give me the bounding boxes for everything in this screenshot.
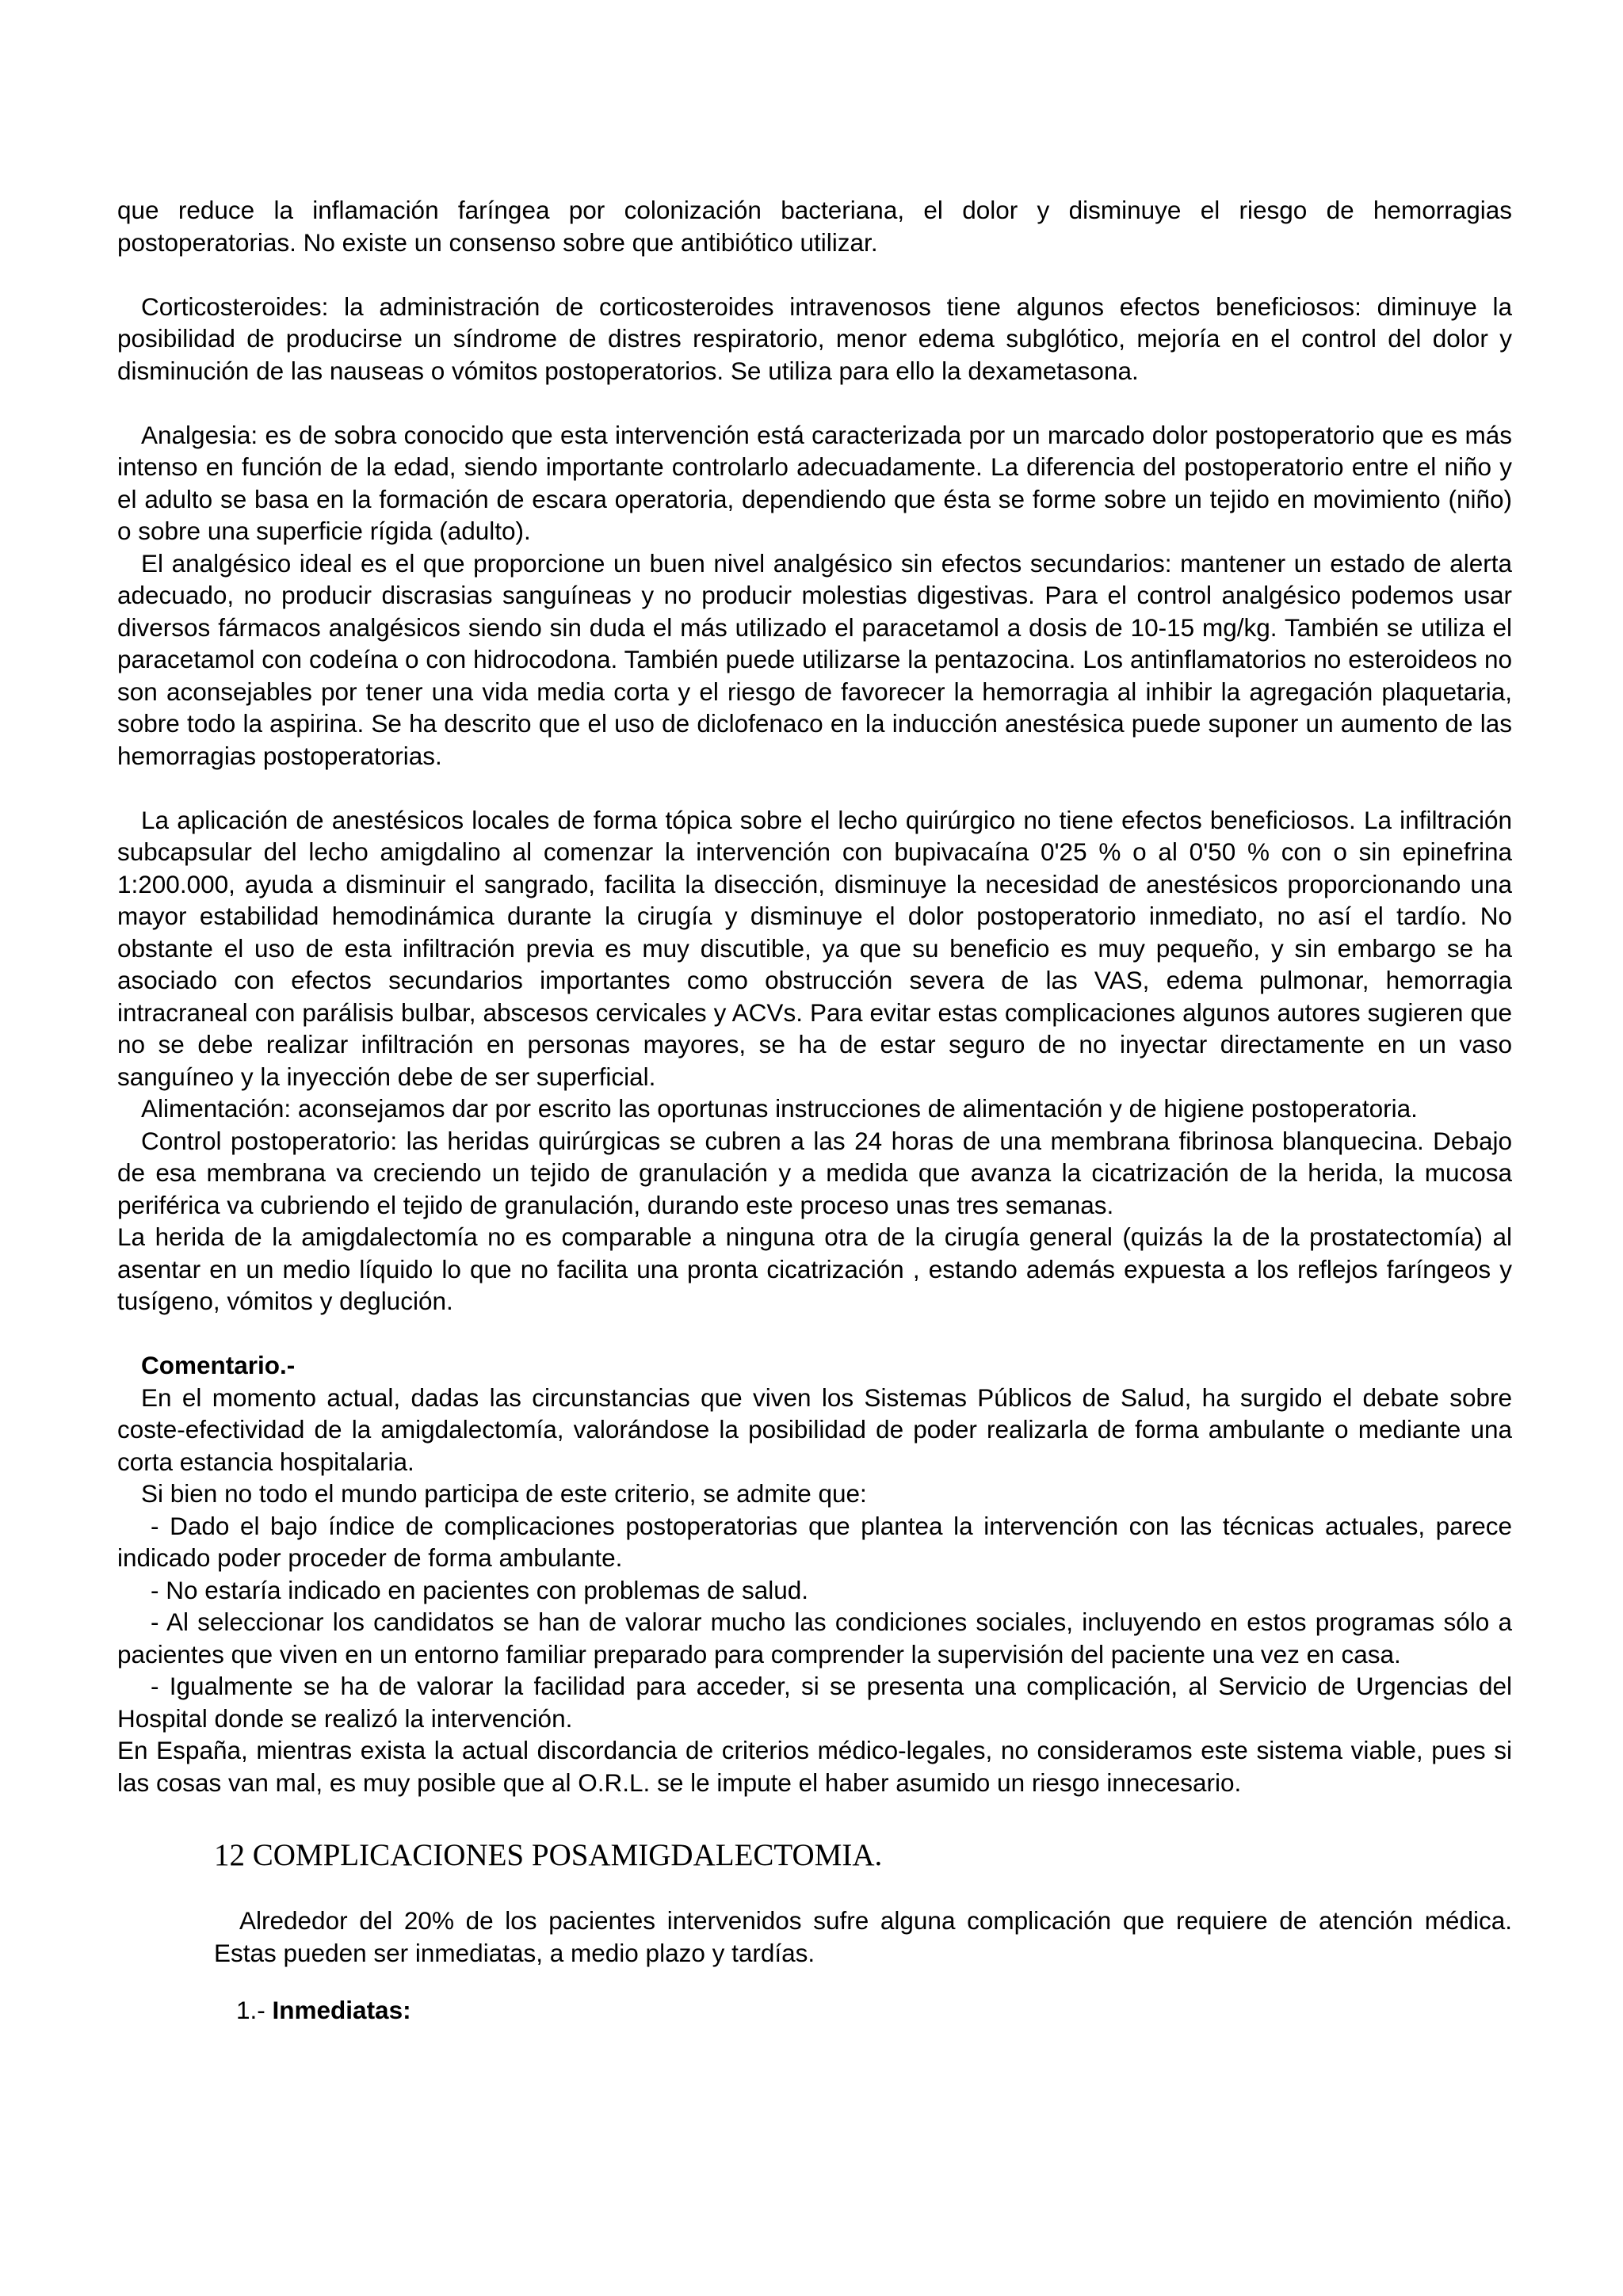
paragraph-ideal-analgesic: El analgésico ideal es el que proporcione un buen nivel analgésico sin efectos secundarios: mantener un estado de alerta adecuado, no producir discrasias sanguíneas y no producir molestias digestivas. Para el control analgésico podemos usar diversos fármacos analgésicos siendo sin duda el más utilizado el paracetamol a dosis de 10-15 mg/kg. También se utiliza el paracetamol con codeína o con hidrocodona. También puede utilizarse la pentazocina. Los antinflamatorios no esteroideos no son aconsejables por tener una vida media corta y el riesgo de favorecer la hemorragia al inhibir la agregación plaquetaria, sobre todo la aspirina. Se ha descrito que el uso de diclofenaco en la inducción anestésica puede suponer un aumento de las hemorragias postoperatorias. <box>117 548 1512 770</box>
section-intro: Alrededor del 20% de los pacientes intervenidos sufre alguna complicación que requiere de atención médica. Estas pueden ser inmediatas, a medio plazo y tardías. <box>214 1906 1512 1967</box>
section-title: 12 COMPLICACIONES POSAMIGDALECTOMIA. <box>214 1838 883 1872</box>
comment-list-item: - No estaría indicado en pacientes con problemas de salud. <box>151 1575 808 1604</box>
comment-heading: Comentario.- <box>141 1351 296 1379</box>
paragraph-analgesia: Analgesia: es de sobra conocido que esta intervención está caracterizada por un marcado dolor postoperatorio que es más intenso en función de la edad, siendo importante controlarlo adecuadamente. La diferencia del postoperatorio entre el niño y el adulto se basa en la formación de escara operatoria, dependiendo que ésta se forme sobre un tejido en movimiento (niño) o sobre una superficie rígida (adulto). <box>117 420 1512 545</box>
comment-list-item: - Al seleccionar los candidatos se han de valorar mucho las condiciones sociales, incluyendo en estos programas sólo a pacientes que viven en un entorno familiar preparado para comprender la supervisión del paciente una vez en casa. <box>117 1608 1512 1669</box>
paragraph-postop-control: Control postoperatorio: las heridas quirúrgicas se cubren a las 24 horas de una membrana fibrinosa blanquecina. Debajo de esa membrana va creciendo un tejido de granulación y a medida que avanza la cicatrización de la herida, la mucosa periférica va cubriendo el tejido de granulación, durando este proceso unas tres semanas. <box>117 1126 1512 1219</box>
paragraph-antibiotics: que reduce la inflamación faríngea por colonización bacteriana, el dolor y disminuye el riesgo de hemorragias postoperatorias. No existe un consenso sobre que antibiótico utilizar. <box>117 196 1512 257</box>
subsection-number: 1.- <box>236 1996 265 2024</box>
paragraph-wound: La herida de la amigdalectomía no es comparable a ninguna otra de la cirugía general (quizás la de la prostatectomía) al asentar en un medio líquido lo que no facilita una pronta cicatrización , estando además expuesta a los reflejos faríngeos y tusígeno, vómitos y deglución. <box>117 1222 1512 1315</box>
paragraph-corticosteroids: Corticosteroides: la administración de corticosteroides intravenosos tiene algunos efectos beneficiosos: diminuye la posibilidad de producirse un síndrome de distres respiratorio, menor edema subglótico, mejoría en el control del dolor y disminución de las nauseas o vómitos postoperatorios. Se utiliza para ello la dexametasona. <box>117 292 1512 385</box>
comment-paragraph-debate: En el momento actual, dadas las circunstancias que viven los Sistemas Públicos de Salud, ha surgido el debate sobre coste-efectividad de la amigdalectomía, valorándose la posibilidad de poder realizarla de forma ambulante o mediante una corta estancia hospitalaria. <box>117 1383 1512 1476</box>
comment-list-item: - Igualmente se ha de valorar la facilidad para acceder, si se presenta una complicación, al Servicio de Urgencias del Hospital donde se realizó la intervención. <box>117 1672 1512 1733</box>
text-column <box>117 194 1512 2027</box>
comment-list-item: - Dado el bajo índice de complicaciones postoperatorias que plantea la intervención con las técnicas actuales, parece indicado poder proceder de forma ambulante. <box>117 1511 1512 1572</box>
subsection-label: Inmediatas: <box>272 1996 411 2024</box>
comment-closing: En España, mientras exista la actual discordancia de criterios médico-legales, no consideramos este sistema viable, pues si las cosas van mal, es muy posible que al O.R.L. se le impute el haber asumido un riesgo innecesario. <box>117 1736 1512 1797</box>
subsection-heading <box>236 1994 1512 2027</box>
paragraph-local-anesthetics: La aplicación de anestésicos locales de forma tópica sobre el lecho quirúrgico no tiene efectos beneficiosos. La infiltración subcapsular del lecho amigdalino al comenzar la intervención con bupivacaína 0'25 % o al 0'50 % con o sin epinefrina 1:200.000, ayuda a disminuir el sangrado, facilita la disección, disminuye la necesidad de anestésicos proporcionando una mayor estabilidad hemodinámica durante la cirugía y disminuye el dolor postoperatorio inmediato, no así el tardío. No obstante el uso de esta infiltración previa es muy discutible, ya que su beneficio es muy pequeño, y sin embargo se ha asociado con efectos secundarios importantes como obstrucción severa de las VAS, edema pulmonar, hemorragia intracraneal con parálisis bulbar, abscesos cervicales y ACVs. Para evitar estas complicaciones algunos autores sugieren que no se debe realizar infiltración en personas mayores, se ha de estar seguro de no inyectar directamente en un vaso sanguíneo y la inyección debe de ser superficial. <box>117 805 1512 1091</box>
comment-paragraph-criteria: Si bien no todo el mundo participa de este criterio, se admite que: <box>141 1479 867 1508</box>
paragraph-feeding: Alimentación: aconsejamos dar por escrito las oportunas instrucciones de alimentación y de higiene postoperatoria. <box>141 1094 1418 1123</box>
